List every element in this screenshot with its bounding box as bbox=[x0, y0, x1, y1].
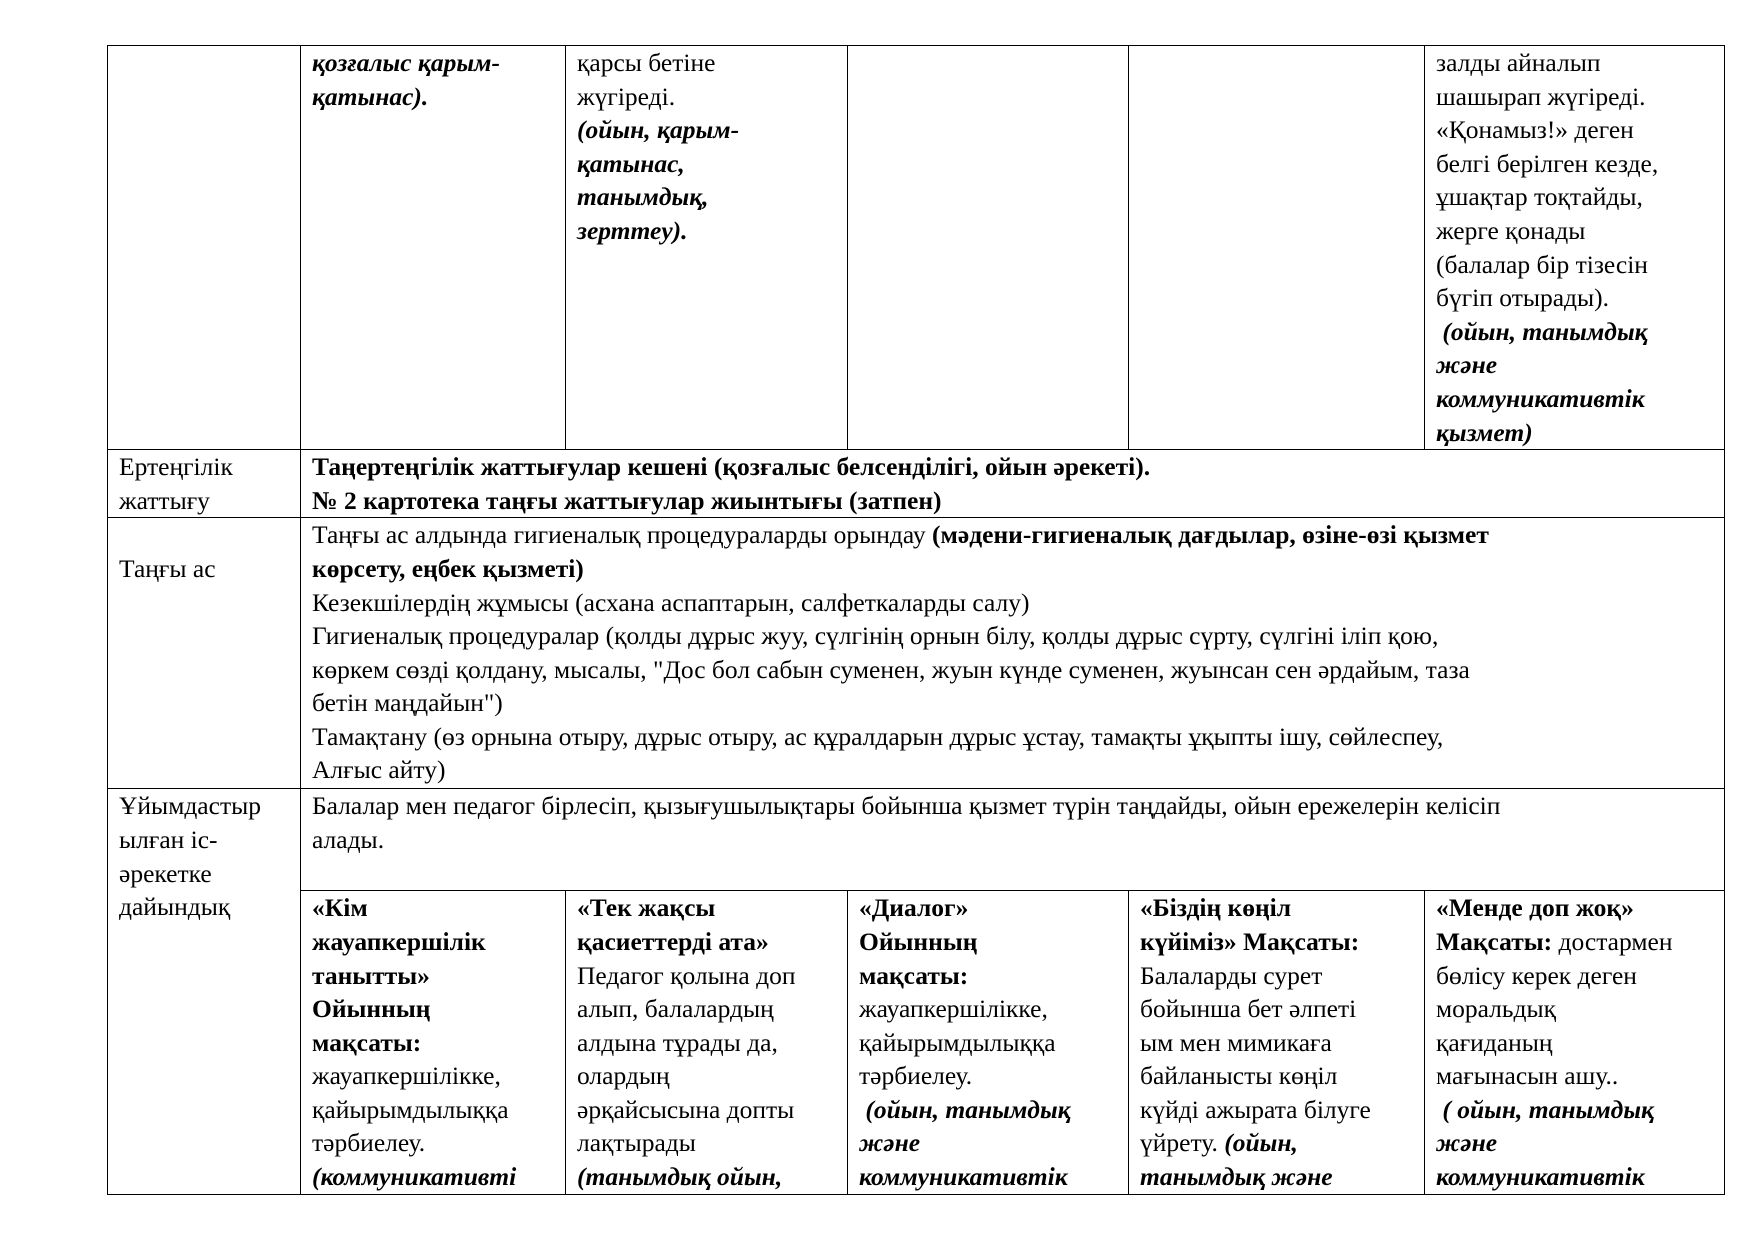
text-line: үйрету. (ойын, bbox=[1140, 1128, 1298, 1158]
cell-game-1-cont bbox=[301, 46, 566, 450]
text-line: Ертеңгілік bbox=[119, 452, 233, 482]
text-line: Балалар мен педагог бірлесіп, қызығушылықтары бойынша қызмет түрін таңдайды, ойын ережелерін келісіп bbox=[312, 791, 1501, 821]
text-line: жаттығу bbox=[119, 485, 210, 515]
text-line: қатынас, bbox=[577, 148, 685, 178]
text-line: байланысты көңіл bbox=[1140, 1061, 1338, 1091]
text-line: қайырымдылыққа bbox=[859, 1027, 1056, 1057]
text-line: Гигиеналық процедуралар (қолды дұрыс жуу, сүлгінің орнын білу, қолды дұрыс сүрту, сүлгіні іліп қою, bbox=[312, 621, 1439, 651]
game-cell-3 bbox=[848, 891, 1129, 1194]
text-line: шашырап жүгіреді. bbox=[1436, 81, 1646, 111]
text-line: қозғалыс қарым- bbox=[312, 48, 501, 77]
text-line: жауапкершілікке, bbox=[312, 1061, 501, 1091]
cell-game-4-cont bbox=[1129, 46, 1425, 450]
text-line: әрекетке bbox=[119, 858, 212, 888]
text-line: коммуникативтік bbox=[859, 1162, 1068, 1192]
text-line: көрсету, еңбек қызметі) bbox=[312, 553, 584, 583]
text-line: Таңертеңгілік жаттығулар кешені (қозғалыс белсенділігі, ойын әрекеті). bbox=[312, 452, 1151, 482]
text-line: қарсы бетіне bbox=[577, 48, 716, 77]
text-line: және bbox=[1436, 1128, 1498, 1158]
game-title: «Менде доп жоқ» bbox=[1436, 893, 1634, 923]
text-line: Таңғы ас алдында гигиеналық процедураларды орындау (мәдени-гигиеналық дағдылар, өзіне-өзі қызмет bbox=[312, 520, 1489, 550]
text-line: көркем сөзді қолдану, мысалы, "Дос бол сабын суменен, жуын күнде суменен, жуынсан сен әрдайым, таза bbox=[312, 654, 1470, 684]
text-line: Ойынның bbox=[859, 926, 978, 956]
cell-game-3-cont bbox=[848, 46, 1129, 450]
preparation-intro bbox=[301, 789, 1725, 891]
text-line: (ойын, танымдық bbox=[1436, 316, 1648, 346]
text-line: Балаларды сурет bbox=[1140, 960, 1323, 990]
text-line: Ойынның bbox=[312, 994, 431, 1024]
text-line: жауапкершілікке, bbox=[859, 994, 1048, 1024]
text-line: (ойын, қарым- bbox=[577, 115, 740, 145]
text-line: моральдық bbox=[1436, 994, 1557, 1024]
row-morning-exercise bbox=[108, 450, 1725, 518]
text-line: Тамақтану (өз орнына отыру, дұрыс отыру, ас құралдарын дұрыс ұстау, тамақты ұқыпты ішу, сөйлеспеу, bbox=[312, 721, 1444, 751]
game-cell-1 bbox=[301, 891, 566, 1194]
text-line: Алғыс айту) bbox=[312, 755, 446, 785]
text-line: әрқайсысына допты bbox=[577, 1094, 795, 1124]
game-title: «Диалог» bbox=[859, 893, 969, 923]
game-title: «Біздің көңіл bbox=[1140, 893, 1292, 923]
text-line: № 2 картотека таңғы жаттығулар жиынтығы (затпен) bbox=[312, 485, 942, 515]
text-line: Таңғы ас bbox=[119, 554, 216, 584]
text-line: танымдық, bbox=[577, 182, 709, 212]
game-title: «Тек жақсы bbox=[577, 893, 716, 923]
game-cell-2 bbox=[566, 891, 848, 1194]
text-line: (танымдық ойын, bbox=[577, 1162, 783, 1192]
text-line: қатынас). bbox=[312, 81, 429, 111]
text-line: залды айналып bbox=[1436, 48, 1601, 77]
cell-empty-label bbox=[108, 46, 301, 450]
text-line: мақсаты: bbox=[859, 960, 969, 990]
row-preparation bbox=[108, 789, 1725, 891]
row-label bbox=[108, 450, 301, 518]
text-line: алып, балалардың bbox=[577, 994, 774, 1024]
row-label bbox=[108, 789, 301, 1194]
exercise-content bbox=[301, 450, 1725, 518]
text-line: қайырымдылыққа bbox=[312, 1094, 509, 1124]
text-line: мақсаты: bbox=[312, 1027, 422, 1057]
text-line: бойынша бет әлпеті bbox=[1140, 994, 1357, 1024]
text-line: жүгіреді. bbox=[577, 81, 676, 111]
game-cell-5 bbox=[1425, 891, 1725, 1194]
text-line: лақтырады bbox=[577, 1128, 696, 1158]
text-line: бүгіп отырады). bbox=[1436, 283, 1610, 313]
cell-game-5-cont bbox=[1425, 46, 1725, 450]
text-line: ұшақтар тоқтайды, bbox=[1436, 182, 1643, 212]
game-title: танытты» bbox=[312, 960, 430, 990]
game-title: жауапкершілік bbox=[312, 926, 486, 956]
text-line: коммуникативтік bbox=[1436, 1162, 1645, 1192]
text-line: (балалар бір тізесін bbox=[1436, 249, 1648, 279]
game-title: қасиеттерді ата» bbox=[577, 926, 769, 956]
row-games bbox=[108, 891, 1725, 1194]
row-continuation bbox=[108, 46, 1725, 450]
game-title: күйіміз» Мақсаты: bbox=[1140, 926, 1360, 956]
breakfast-content bbox=[301, 518, 1725, 789]
text-line: күйді ажырата білуге bbox=[1140, 1094, 1371, 1124]
text-line: ( ойын, танымдық bbox=[1436, 1094, 1654, 1124]
text-line: және bbox=[859, 1128, 921, 1158]
text-line: Кезекшілердің жұмысы (асхана аспаптарын, салфеткаларды салу) bbox=[312, 587, 1030, 617]
text-line: қағиданың bbox=[1436, 1027, 1553, 1057]
cell-game-2-cont bbox=[566, 46, 848, 450]
text-line: және bbox=[1436, 350, 1498, 380]
text-line: қызмет) bbox=[1436, 417, 1533, 447]
row-label bbox=[108, 518, 301, 789]
text-line: бетін маңдайын") bbox=[312, 688, 503, 718]
text-line: ым мен мимикаға bbox=[1140, 1027, 1332, 1057]
text-line: (коммуникативті bbox=[312, 1162, 517, 1192]
text-line: жерге қонады bbox=[1436, 215, 1586, 245]
plan-table bbox=[107, 45, 1725, 1195]
text-line: мағынасын ашу.. bbox=[1436, 1061, 1619, 1091]
text-line: «Қонамыз!» деген bbox=[1436, 115, 1634, 145]
text-line: Педагог қолына доп bbox=[577, 960, 796, 990]
game-title: «Кім bbox=[312, 893, 368, 923]
text-line: алады. bbox=[312, 824, 385, 854]
text-line: тәрбиелеу. bbox=[859, 1061, 973, 1091]
text-line: Ұйымдастыр bbox=[119, 791, 261, 821]
text-line: дайындық bbox=[119, 892, 231, 922]
text-line: алдына тұрады да, bbox=[577, 1027, 778, 1057]
row-breakfast bbox=[108, 518, 1725, 789]
text-line: ылған іс- bbox=[119, 824, 218, 854]
text-line: тәрбиелеу. bbox=[312, 1128, 426, 1158]
text-line: бөлісу керек деген bbox=[1436, 960, 1637, 990]
text-line: (ойын, танымдық bbox=[859, 1094, 1071, 1124]
text-line: Мақсаты: достармен bbox=[1436, 926, 1673, 956]
text-line: белгі берілген кезде, bbox=[1436, 148, 1659, 178]
text-line: танымдық және bbox=[1140, 1162, 1333, 1192]
text-line: зерттеу). bbox=[577, 215, 688, 245]
text-line: олардың bbox=[577, 1061, 670, 1091]
game-cell-4 bbox=[1129, 891, 1425, 1194]
text-line: коммуникативтік bbox=[1436, 383, 1645, 413]
